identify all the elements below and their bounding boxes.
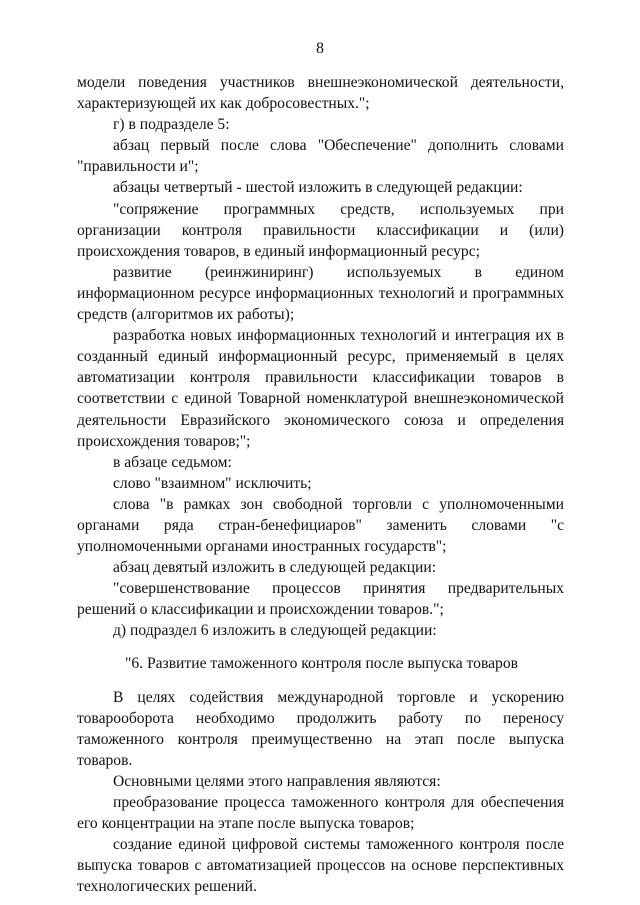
paragraph: абзац первый после слова "Обеспечение" дополнить словами "правильности и"; (77, 137, 564, 176)
paragraph: разработка новых информационных технологий и интеграция их в созданный единый информационный ресурс, применяемый в целях автоматизации контроля правильности классификации товаров в соответствии с единой Товарной номенклатурой внешнеэкономической деятельности Евразийского экономического союза и определения происхождения товаров;"; (77, 327, 564, 450)
paragraph: модели поведения участников внешнеэкономической деятельности, характеризующей их как добросовестных."; (77, 74, 564, 113)
paragraph: преобразование процесса таможенного контроля для обеспечения его концентрации на этапе после выпуска товаров; (77, 794, 564, 833)
paragraph: создание единой цифровой системы таможенного контроля после выпуска товаров с автоматизацией процессов на основе перспективных технологических решений. (77, 836, 564, 896)
section-heading: "6. Развитие таможенного контроля после выпуска товаров (124, 654, 518, 672)
document-body (77, 72, 564, 898)
paragraph: слово "взаимном" исключить; (113, 474, 312, 492)
paragraph: слова "в рамках зон свободной торговли с уполномоченными органами ряда стран-бенефициаров" заменить словами "с уполномоченными органами иностранных государств"; (77, 495, 564, 556)
paragraph: д) подраздел 6 изложить в следующей редакции: (113, 622, 437, 640)
paragraph: Основными целями этого направления являются: (113, 773, 441, 790)
paragraph: абзац девятый изложить в следующей редакции: (113, 559, 437, 577)
paragraph: "совершенствование процессов принятия предварительных решений о классификации и происхождении товаров."; (77, 580, 564, 619)
paragraph: г) в подразделе 5: (113, 116, 230, 134)
page-number: 8 (316, 40, 324, 57)
paragraph: абзацы четвертый - шестой изложить в следующей редакции: (113, 179, 523, 197)
paragraph: В целях содействия международной торговле и ускорению товарооборота необходимо продолжить работу по переносу таможенного контроля преимущественно на этап после выпуска товаров. (77, 688, 564, 769)
paragraph: развитие (реинжиниринг) используемых в едином информационном ресурсе информационных технологий и программных средств (алгоритмов их работы); (77, 263, 564, 324)
paragraph: "сопряжение программных средств, используемых при организации контроля правильности классификации и (или) происхождения товаров, в единый информационный ресурс; (77, 200, 564, 260)
paragraph: в абзаце седьмом: (113, 453, 232, 471)
